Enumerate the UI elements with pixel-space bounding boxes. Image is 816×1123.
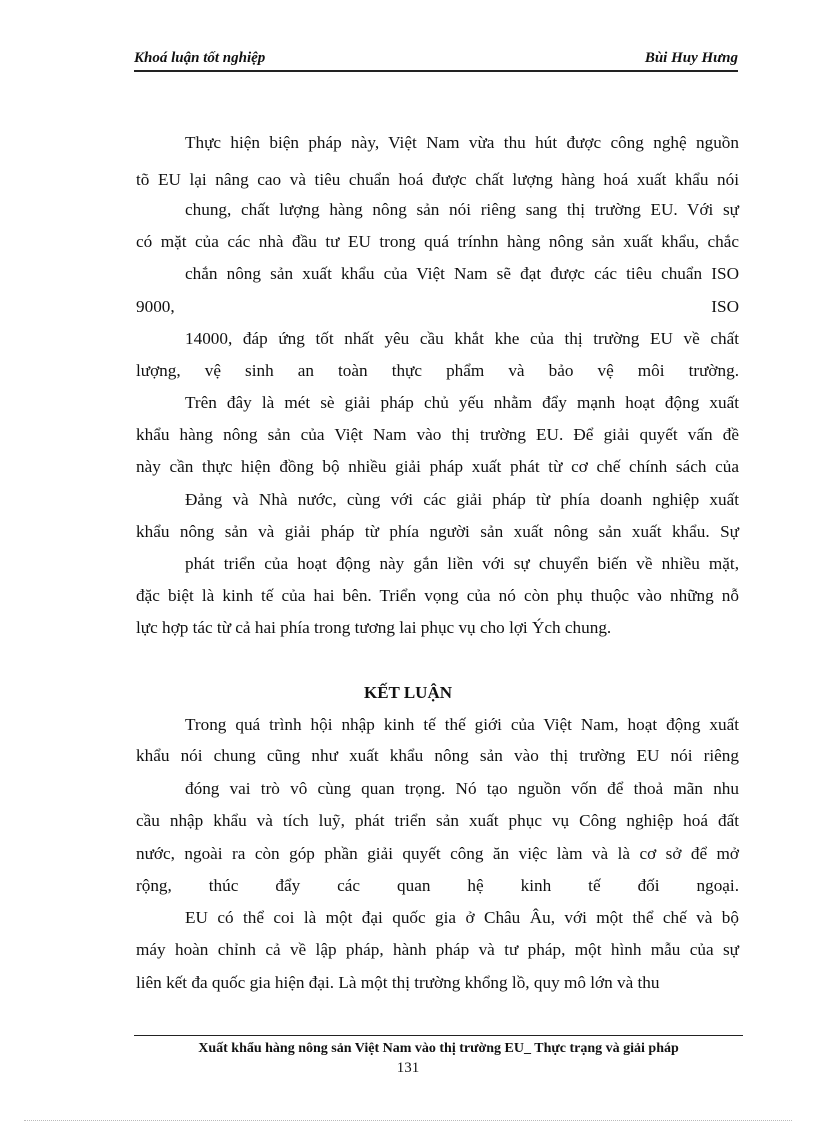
paragraph-line: cầu nhập khẩu và tích luỹ, phát triển sản xuất phục vụ Công nghiệp hoá đất xyxy=(136,811,739,830)
section-title: KẾT LUẬN xyxy=(363,683,452,702)
paragraph-line: 9000, xyxy=(136,297,175,316)
paragraph-line: nước, ngoài ra còn góp phần giải quyết công ăn việc làm và là cơ sở để mở xyxy=(136,844,739,863)
footer-title: Xuất khẩu hàng nông sản Việt Nam vào thị trường EU_ Thực trạng và giải pháp xyxy=(198,1041,679,1056)
paragraph-line: khẩu hàng nông sản của Việt Nam vào thị trường EU. Để giải quyết vấn đề xyxy=(136,425,739,444)
paragraph-line: rộng, thúc đẩy các quan hệ kinh tế đối ngoại. xyxy=(136,876,739,895)
header-thesis-label: Khoá luận tốt nghiệp xyxy=(134,50,266,66)
paragraph-line: ISO xyxy=(711,297,739,316)
page-header xyxy=(134,48,738,72)
paragraph-line: chắn nông sản xuất khẩu của Việt Nam sẽ đạt được các tiêu chuẩn ISO xyxy=(185,264,739,283)
page-bottom-edge xyxy=(24,1120,792,1121)
footer-divider xyxy=(134,1035,743,1036)
paragraph-line: liên kết đa quốc gia hiện đại. Là một thị trường khổng lồ, quy mô lớn và thu xyxy=(136,973,660,992)
paragraph-line: Đảng và Nhà nước, cùng với các giải pháp từ phía doanh nghiệp xuất xyxy=(185,490,739,509)
paragraph-line: đặc biệt là kinh tế của hai bên. Triển vọng của nó còn phụ thuộc vào những nỗ xyxy=(136,586,739,605)
paragraph-line: Trên đây là mét sè giải pháp chủ yếu nhằm đẩy mạnh hoạt động xuất xyxy=(185,393,739,412)
paragraph-line: này cần thực hiện đồng bộ nhiều giải pháp xuất phát từ cơ chế chính sách của xyxy=(136,457,739,476)
paragraph-line: khẩu nông sản và giải pháp từ phía người sản xuất nông sản xuất khẩu. Sự xyxy=(136,522,739,541)
paragraph-line: EU có thể coi là một đại quốc gia ở Châu Âu, với một thể chế và bộ xyxy=(185,908,739,927)
paragraph-line: Thực hiện biện pháp này, Việt Nam vừa thu hút được công nghệ nguồn xyxy=(185,133,739,152)
paragraph-line: khẩu nói chung cũng như xuất khẩu nông sản vào thị trường EU nói riêng xyxy=(136,746,739,765)
header-author-name: Bùi Huy Hưng xyxy=(644,50,738,66)
paragraph-line: Trong quá trình hội nhập kinh tế thế giới của Việt Nam, hoạt động xuất xyxy=(185,715,739,734)
paragraph-line: lực hợp tác từ cả hai phía trong tương lai phục vụ cho lợi Ých chung. xyxy=(136,618,612,637)
paragraph-line: tõ EU lại nâng cao và tiêu chuẩn hoá được chất lượng hàng hoá xuất khẩu nói xyxy=(136,170,739,189)
paragraph-line: máy hoàn chỉnh cả về lập pháp, hành pháp và tư pháp, một hình mẫu của sự xyxy=(136,940,739,959)
paragraph-line: có mặt của các nhà đầu tư EU trong quá trínhn hàng nông sản xuất khẩu, chắc xyxy=(136,232,739,251)
paragraph-line: đóng vai trò vô cùng quan trọng. Nó tạo nguồn vốn để thoả mãn nhu xyxy=(185,779,739,798)
paragraph-line: phát triển của hoạt động này gắn liền với sự chuyển biến về nhiều mặt, xyxy=(185,554,739,573)
page-number: 131 xyxy=(396,1060,420,1076)
paragraph-line: lượng, vệ sinh an toàn thực phẩm và bảo vệ môi trường. xyxy=(136,361,739,380)
paragraph-line: chung, chất lượng hàng nông sản nói riêng sang thị trường EU. Với sự xyxy=(185,200,739,219)
paragraph-line: 14000, đáp ứng tốt nhất yêu cầu khắt khe của thị trường EU về chất xyxy=(185,329,739,348)
